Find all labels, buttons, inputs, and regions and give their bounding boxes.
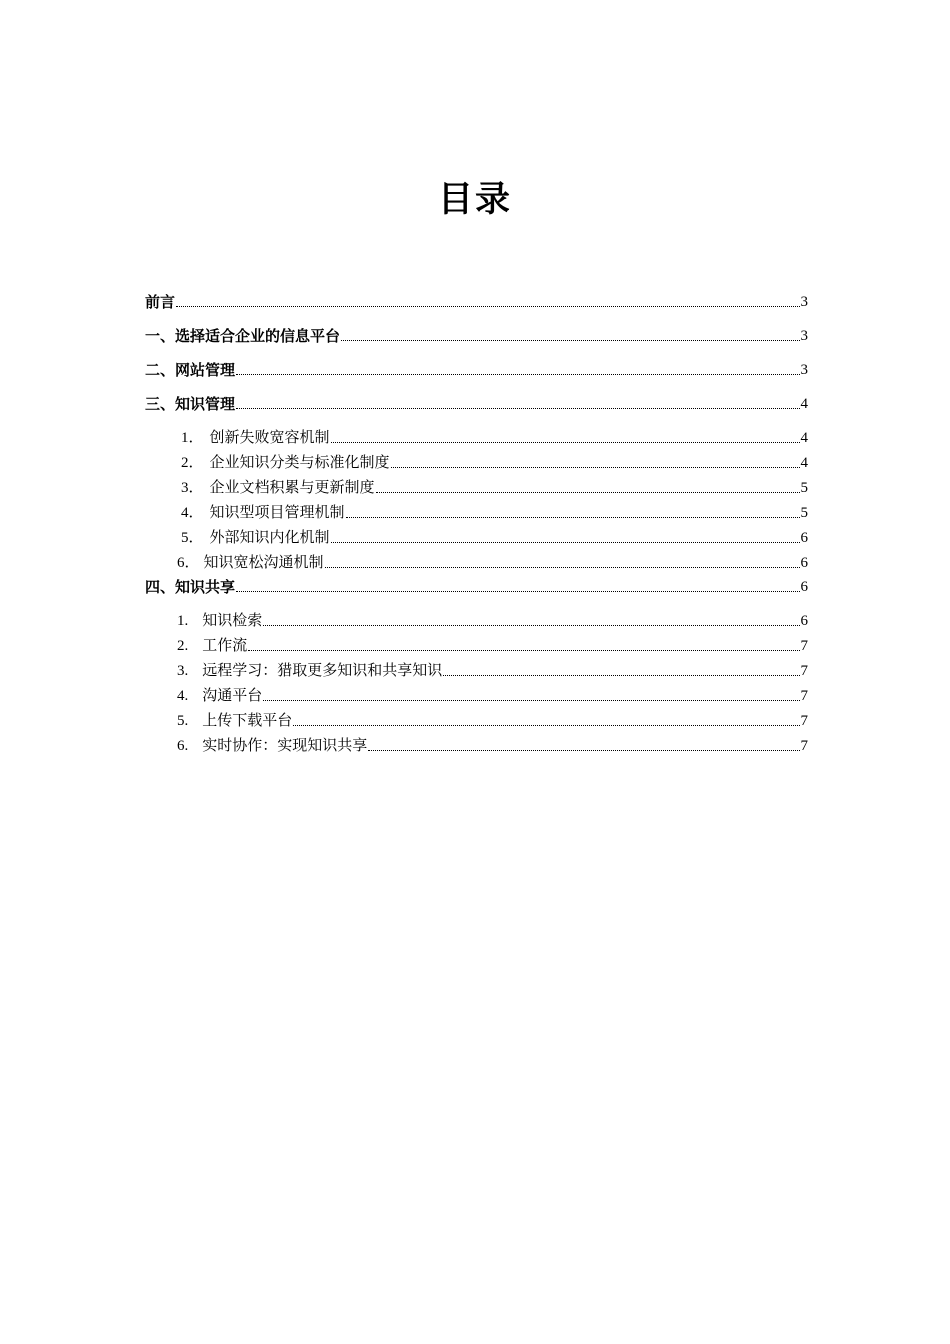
toc-subentry[interactable] — [181, 478, 808, 498]
toc-page-number: 7 — [800, 663, 808, 679]
toc-page-number: 7 — [800, 738, 808, 754]
toc-entry-label: 四、知识共享 — [145, 578, 236, 596]
toc-entry-number: 5. — [177, 713, 189, 729]
toc-leader-dots — [236, 374, 799, 375]
toc-subentry[interactable] — [177, 611, 808, 631]
toc-leader-dots — [263, 700, 799, 701]
toc-subentry[interactable] — [177, 553, 808, 573]
toc-subentry[interactable] — [177, 686, 808, 706]
toc-leader-dots — [176, 306, 799, 307]
toc-leader-dots — [263, 625, 799, 626]
toc-leader-dots — [443, 675, 799, 676]
toc-leader-dots — [331, 442, 800, 443]
toc-leader-dots — [341, 340, 799, 341]
toc-page-number: 6 — [800, 613, 808, 629]
toc-entry-number: 2. — [177, 638, 189, 654]
toc-leader-dots — [346, 517, 800, 518]
toc-entry-label: 知识型项目管理机制 — [209, 503, 345, 521]
toc-entry-number: 2． — [181, 455, 204, 471]
toc-subentry[interactable] — [181, 503, 808, 523]
toc-leader-dots — [391, 467, 800, 468]
toc-entry-knowledge-sharing[interactable] — [145, 577, 808, 597]
toc-entry-label: 创新失败宽容机制 — [209, 428, 330, 446]
toc-entry-label: 知识宽松沟通机制 — [203, 553, 324, 571]
toc-page-number: 4 — [800, 396, 808, 412]
toc-page-number: 6 — [800, 555, 808, 571]
toc-leader-dots — [293, 725, 799, 726]
toc-leader-dots — [248, 650, 799, 651]
toc-entry-website-management[interactable] — [145, 360, 808, 380]
toc-leader-dots — [368, 750, 799, 751]
toc-leader-dots — [325, 567, 800, 568]
toc-leader-dots — [236, 408, 799, 409]
toc-entry-number: 6． — [177, 555, 200, 571]
toc-page-number: 7 — [800, 688, 808, 704]
toc-entry-label: 三、知识管理 — [145, 395, 236, 413]
toc-page-number: 5 — [800, 505, 808, 521]
toc-page-number: 7 — [800, 713, 808, 729]
toc-entry-number: 1． — [181, 430, 204, 446]
toc-page-number: 7 — [800, 638, 808, 654]
toc-entry-number: 6. — [177, 738, 189, 754]
toc-entry-label: 远程学习：猎取更多知识和共享知识 — [202, 661, 443, 679]
toc-subentry[interactable] — [181, 428, 808, 448]
toc-page-number: 3 — [800, 362, 808, 378]
toc-entry-number: 3. — [177, 663, 189, 679]
toc-entry-info-platform[interactable] — [145, 326, 808, 346]
toc-entry-label: 前言 — [145, 293, 176, 311]
toc-entry-label: 工作流 — [202, 636, 248, 654]
toc-entry-label: 企业文档积累与更新制度 — [209, 478, 375, 496]
toc-entry-label: 上传下载平台 — [202, 711, 293, 729]
toc-entry-label: 知识检索 — [202, 611, 263, 629]
toc-page-number: 5 — [800, 480, 808, 496]
toc-subentry[interactable] — [177, 736, 808, 756]
toc-entry-label: 沟通平台 — [202, 686, 263, 704]
toc-entry-label: 二、网站管理 — [145, 361, 236, 379]
toc-entry-label: 一、选择适合企业的信息平台 — [145, 327, 341, 345]
toc-entry-number: 1. — [177, 613, 189, 629]
toc-entry-label: 企业知识分类与标准化制度 — [209, 453, 390, 471]
toc-subentry[interactable] — [177, 661, 808, 681]
toc-subentry[interactable] — [177, 636, 808, 656]
toc-entry-preface[interactable] — [145, 292, 808, 312]
toc-leader-dots — [236, 591, 799, 592]
toc-page-number: 4 — [800, 455, 808, 471]
toc-subentry[interactable] — [181, 453, 808, 473]
toc-page-number: 6 — [800, 530, 808, 546]
toc-entry-number: 4． — [181, 505, 204, 521]
toc-entry-number: 5． — [181, 530, 204, 546]
toc-page-number: 3 — [800, 294, 808, 310]
toc-title: 目录 — [437, 180, 512, 220]
toc-leader-dots — [331, 542, 800, 543]
toc-subentry[interactable] — [177, 711, 808, 731]
toc-page-number: 6 — [800, 579, 808, 595]
toc-page-number: 3 — [800, 328, 808, 344]
toc-entry-label: 实时协作：实现知识共享 — [202, 736, 368, 754]
toc-entry-label: 外部知识内化机制 — [209, 528, 330, 546]
toc-entry-knowledge-management[interactable] — [145, 394, 808, 414]
toc-entry-number: 3． — [181, 480, 204, 496]
toc-leader-dots — [376, 492, 800, 493]
toc-subentry[interactable] — [181, 528, 808, 548]
toc-entry-number: 4. — [177, 688, 189, 704]
toc-page-number: 4 — [800, 430, 808, 446]
